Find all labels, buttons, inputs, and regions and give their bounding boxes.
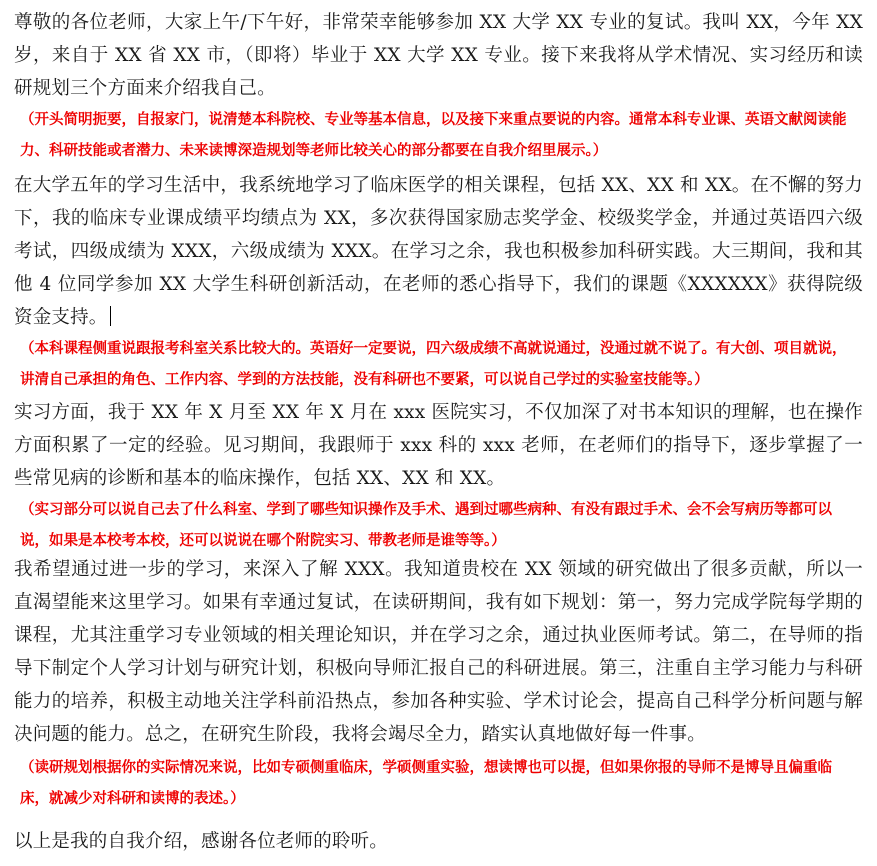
closing-paragraph: 以上是我的自我介绍，感谢各位老师的聆听。 xyxy=(14,831,389,852)
intro-annotation: （开头简明扼要，自报家门，说清楚本科院校、专业等基本信息，以及接下来重点要说的内容。通常本科专业课、英语文献阅读能力、科研技能或者潜力、未来读博深造规划等老师比较关心的部分都要在自我介绍里展示。） xyxy=(20,112,847,159)
academic-paragraph xyxy=(14,169,863,334)
study-plan-paragraph: 我希望通过进一步的学习，来深入了解 XXX。我知道贵校在 XX 领域的研究做出了很多贡献，所以一直渴望能来这里学习。如果有幸通过复试，在读研期间，我有如下规划：第一，努力完成学院每学期的课程，尤其注重学习专业领域的相关理论知识，并在学习之余，通过执业医师考试。第二，在导师的指导下制定个人学习计划与研究计划，积极向导师汇报自己的科研进展。第三，注重自主学习能力与科研能力的培养，积极主动地关注学科前沿热点，参加各种实验、学术讨论会，提高自己科学分析问题与解决问题的能力。总之，在研究生阶段，我将会竭尽全力，踏实认真地做好每一件事。 xyxy=(14,559,863,745)
internship-annotation: （实习部分可以说自己去了什么科室、学到了哪些知识操作及手术、遇到过哪些病种、有没有跟过手术、会不会写病历等都可以说，如果是本校考本校，还可以说说在哪个附院实习、带教老师是谁等等。） xyxy=(20,502,832,549)
internship-paragraph: 实习方面，我于 XX 年 X 月至 XX 年 X 月在 xxx 医院实习，不仅加深了对书本知识的理解，也在操作方面积累了一定的经验。见习期间，我跟师于 xxx 科的 xxx 老师，在老师们的指导下，逐步掌握了一些常见病的诊断和基本的临床操作，包括 XX、XX 和 XX。 xyxy=(14,402,863,489)
academic-annotation: （本科课程侧重说跟报考科室关系比较大的。英语好一定要说，四六级成绩不高就说通过，没通过就不说了。有大创、项目就说，讲清自己承担的角色、工作内容、学到的方法技能，没有科研也不要紧，可以说自己学过的实验室技能等。） xyxy=(20,341,847,388)
study-plan-annotation: （读研规划根据你的实际情况来说，比如专硕侧重临床，学硕侧重实验，想读博也可以提，但如果你报的导师不是博导且偏重临床，就减少对科研和读博的表述。） xyxy=(20,760,832,807)
text-cursor xyxy=(110,306,111,326)
academic-text: 在大学五年的学习生活中，我系统地学习了临床医学的相关课程，包括 XX、XX 和 XX。在不懈的努力下，我的临床专业课成绩平均绩点为 XX，多次获得国家励志奖学金、校级奖学金，并通过英语四六级考试，四级成绩为 XXX，六级成绩为 XXX。在学习之余，我也积极参加科研实践。大三期间，我和其他 4 位同学参加 XX 大学生科研创新活动，在老师的悉心指导下，我们的课题《XXXXXX》获得院级资金支持。 xyxy=(14,175,863,328)
intro-paragraph: 尊敬的各位老师，大家上午/下午好，非常荣幸能够参加 XX 大学 XX 专业的复试。我叫 XX，今年 XX 岁，来自于 XX 省 XX 市，（即将）毕业于 XX 大学 XX 专业。接下来我将从学术情况、实习经历和读研规划三个方面来介绍我自己。 xyxy=(14,12,863,99)
